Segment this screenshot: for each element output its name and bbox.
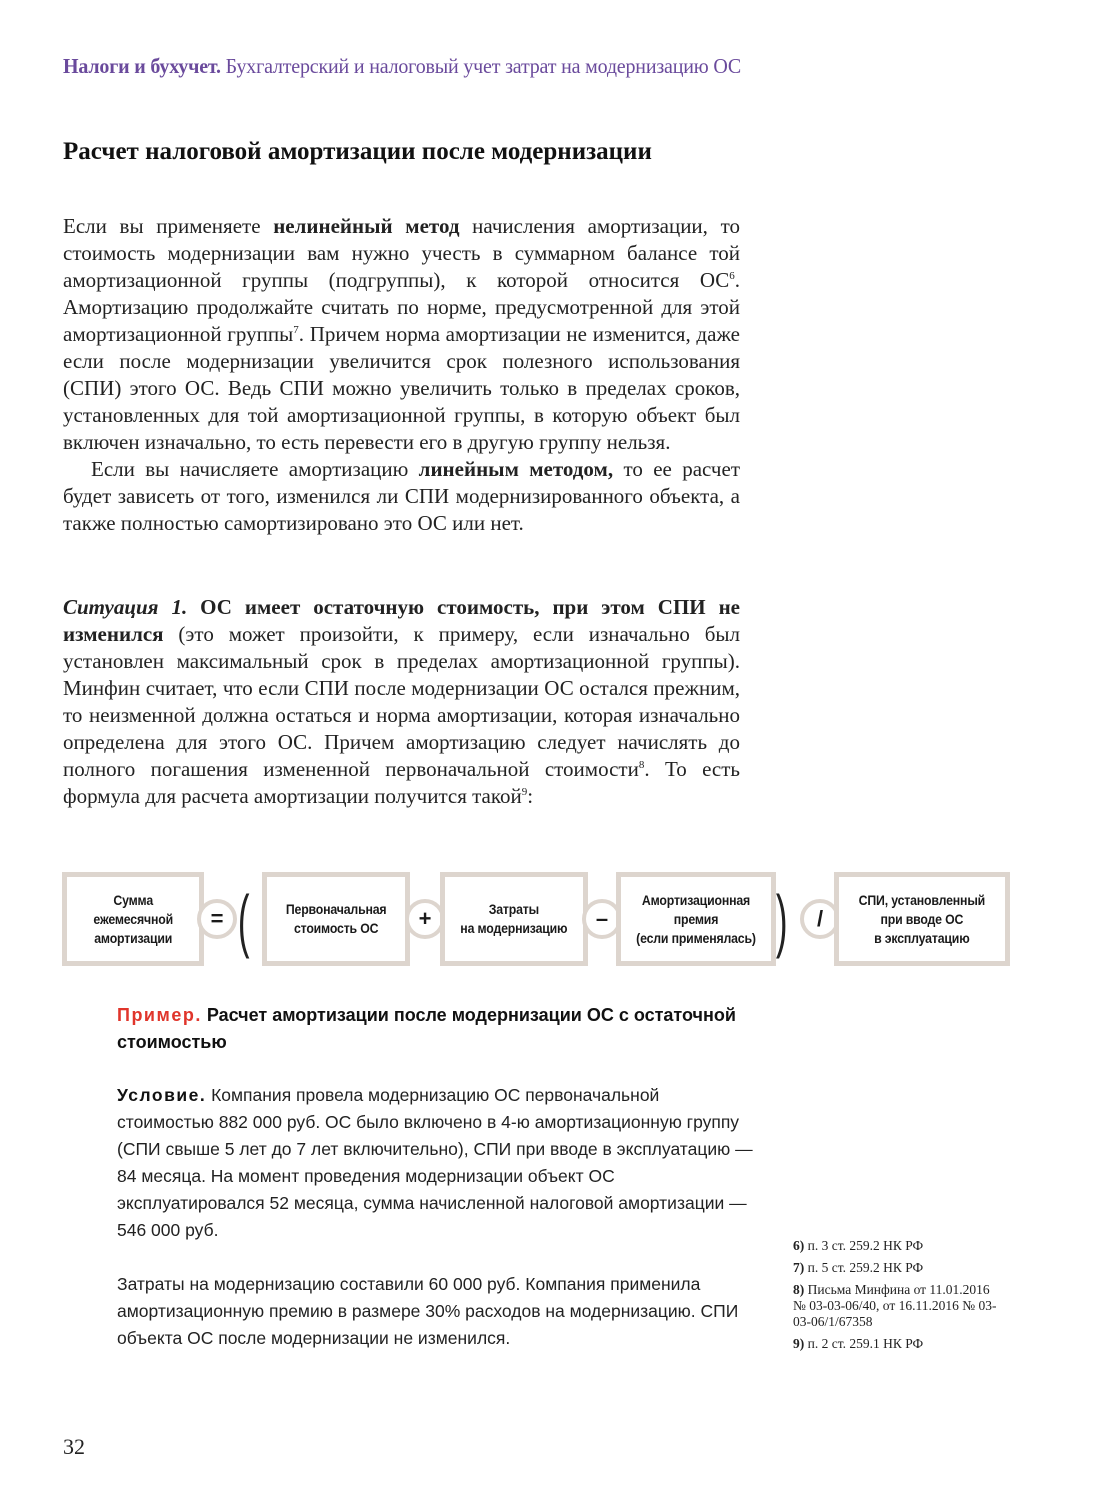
example-heading: Расчет амортизации после модернизации ОС с остаточной стоимостью (117, 1005, 736, 1052)
page-number: 32 (63, 1434, 85, 1459)
running-head-section: Налоги и бухучет. (63, 54, 221, 78)
formula-box-modernization-costs: Затраты на модернизацию (440, 872, 588, 966)
bold-term-linear: линейным методом, (418, 457, 614, 481)
footnote-ref-7[interactable]: 7 (293, 324, 299, 336)
paragraph-nonlinear-method: Если вы применяете нелинейный метод начисления амортизации, то стоимость модернизации вам нужно учесть в суммарном балансе той амортизационной группы (подгруппы), к которой относится $ОС^6$. Амортизацию продолжайте считать по норме, предусмотренной для этой амортизационной группы$^7$. Причем норма амортизации не изменится, даже если после модернизации увеличится срок полезного использования (СПИ) этого ОС. Ведь СПИ можно увеличить только в пределах сроков, установленных для той амортизационной группы, в которую объект был включен изначально, то есть перевести его в другую группу нельзя. (63, 214, 740, 454)
footnote-7: 7) п. 5 ст. 259.2 НК РФ (793, 1260, 924, 1275)
divide-operator-icon: / (800, 899, 840, 939)
example-costs (117, 1271, 757, 1352)
bold-term-nonlinear: нелинейный метод (273, 214, 460, 238)
running-head-title: Бухгалтерский и налоговый учет затрат на модернизацию ОС (225, 54, 741, 78)
situation-heading: ОС имеет остаточную стоимость, при этом СПИ не изменился (63, 595, 740, 646)
body-text-block-2 (63, 594, 740, 810)
running-head (63, 54, 741, 79)
body-text-block-1 (63, 213, 740, 537)
open-paren: ( (237, 881, 250, 959)
formula-box-initial-cost: Первоначальная стоимость ОС (262, 872, 410, 966)
formula-box-depreciation-bonus: Амортизационная премия (если применялась) (616, 872, 776, 966)
equals-operator-icon: = (197, 899, 237, 939)
footnote-6: 6) п. 3 ст. 259.2 НК РФ (793, 1238, 924, 1253)
costs-text: Затраты на модернизацию составили 60 000 руб. Компания применила амортизационную премию в размере 30% расходов на модернизацию. СПИ объекта ОС после модернизации не изменился. (117, 1274, 739, 1348)
section-title: Расчет налоговой амортизации после модернизации (63, 138, 652, 165)
footnote-ref-9[interactable]: 9 (521, 786, 528, 798)
paragraph-linear-method: Если вы начисляете амортизацию линейным методом, то ее расчет будет зависеть от того, изменился ли СПИ модернизированного объекта, а также полностью самортизировано это ОС или нет. (63, 457, 740, 535)
minus-operator-icon: – (582, 899, 622, 939)
formula-box-monthly-depreciation: Сумма ежемесячной амортизации (62, 872, 204, 966)
paragraph-situation-1: Ситуация 1. ОС имеет остаточную стоимость, при этом СПИ не изменился (это может произойти, к примеру, если изначально был установлен максимальный срок в пределах амортизационной группы). Минфин считает, что если СПИ после модернизации ОС остался прежним, то неизменной должна остаться и норма амортизации, которая изначально определена для этого ОС. Причем амортизацию следует начислять до полного погашения измененной первоначальной стоимости$^8$. То есть формула для расчета амортизации получится такой$^9$: (63, 595, 740, 808)
formula-box-useful-life: СПИ, установленный при вводе ОС в эксплуатацию (834, 872, 1010, 966)
footnote-9: 9) п. 2 ст. 259.1 НК РФ (793, 1336, 924, 1351)
example-condition (117, 1082, 757, 1244)
example-label: Пример. (117, 1005, 202, 1025)
close-paren: ) (775, 881, 788, 959)
footnote-ref-6[interactable]: 6 (729, 270, 735, 282)
condition-label: Условие. (117, 1085, 207, 1105)
plus-operator-icon: + (405, 899, 445, 939)
footnotes (793, 1238, 1023, 1358)
condition-text: Компания провела модернизацию ОС первоначальной стоимостью 882 000 руб. ОС было включено в 4-ю амортизационную группу (СПИ свыше 5 лет до 7 лет включительно), СПИ при вводе в эксплуатацию — 84 месяца. На момент проведения модернизации объект ОС эксплуатировался 52 месяца, сумма начисленной налоговой амортизации — 546 000 руб. (117, 1085, 753, 1240)
footnote-ref-8[interactable]: 8 (638, 759, 645, 771)
situation-label: Ситуация 1. (63, 595, 188, 619)
example-title (117, 1002, 757, 1056)
footnote-8: 8) Письма Минфина от 11.01.2016 № 03-03-06/40, от 16.11.2016 № 03-03-06/1/67358 (793, 1282, 997, 1329)
